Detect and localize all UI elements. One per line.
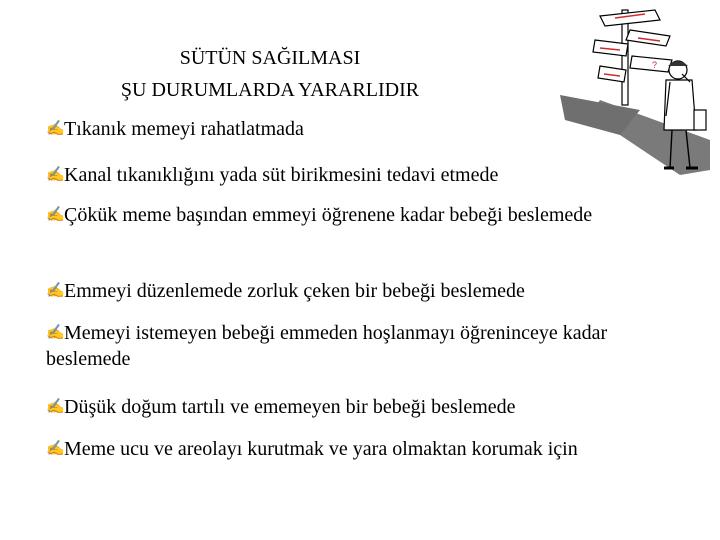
bullet-text: Emmeyi düzenlemede zorluk çeken bir bebeği beslemede [64, 280, 525, 302]
writing-hand-icon: ✍ [46, 121, 65, 137]
bullet-item [46, 162, 498, 188]
bullet-text: Çökük meme başından emmeyi öğrenene kadar bebeği beslemede [64, 204, 593, 226]
signpost-person-icon [560, 0, 720, 200]
writing-hand-icon: ✍ [46, 325, 65, 341]
bullet-text: Kanal tıkanıklığını yada süt birikmesini tedavi etmede [64, 164, 499, 186]
bullet-item [46, 202, 592, 228]
bullet-text: Meme ucu ve areolayı kurutmak ve yara olmaktan korumak için [64, 438, 578, 460]
bullet-item [46, 436, 578, 462]
bullet-item [46, 116, 304, 142]
bullet-text: Tıkanık memeyi rahatlatmada [64, 118, 304, 140]
writing-hand-icon: ✍ [46, 167, 65, 183]
writing-hand-icon: ✍ [46, 207, 65, 223]
bullet-item [46, 320, 676, 372]
writing-hand-icon: ✍ [46, 441, 65, 457]
bullet-text: Düşük doğum tartılı ve ememeyen bir bebeği beslemede [64, 396, 516, 418]
slide-title [60, 42, 480, 106]
writing-hand-icon: ✍ [46, 399, 65, 415]
sign-question-mark: ? [652, 60, 658, 70]
title-line-1: SÜTÜN SAĞILMASI [179, 47, 361, 69]
writing-hand-icon: ✍ [46, 283, 65, 299]
bullet-item [46, 278, 525, 304]
title-line-2: ŞU DURUMLARDA YARARLIDIR [120, 79, 420, 101]
bullet-text: Memeyi istemeyen bebeği emmeden hoşlanmayı öğreninceye kadar beslemede [46, 322, 608, 370]
bullet-item [46, 394, 516, 420]
